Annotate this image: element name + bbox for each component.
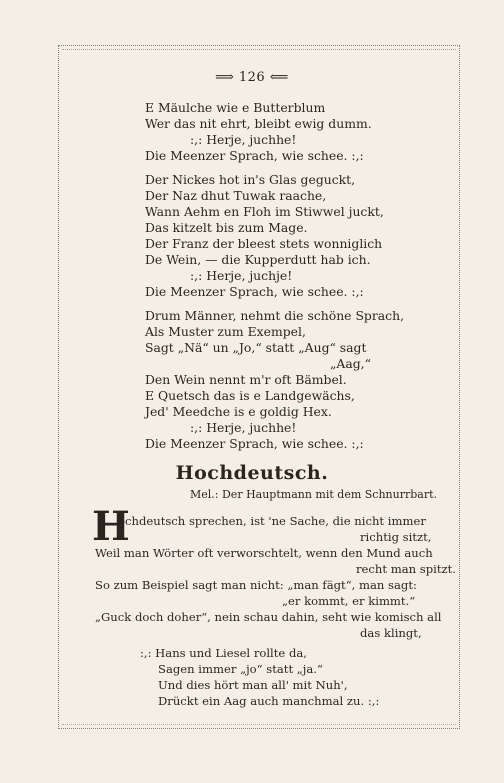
poem2-line-3-cont: „er kommt, er kimmt.“ bbox=[282, 594, 416, 608]
page-number: ⟹ 126 ⟸ bbox=[215, 70, 289, 85]
melody-note: Mel.: Der Hauptmann mit dem Schnurrbart. bbox=[190, 488, 438, 501]
poem2-line-4-cont: das klingt, bbox=[360, 626, 422, 640]
stanza1-line-1: E Mäulche wie e Butterblum bbox=[145, 100, 326, 115]
poem2-line-6: Sagen immer „jo“ statt „ja.“ bbox=[158, 662, 323, 676]
poem-title: Hochdeutsch. bbox=[175, 462, 329, 484]
stanza1-refrain: :,: Herje, juchhe! bbox=[190, 132, 297, 147]
poem2-line-1: ochdeutsch sprechen, ist 'ne Sache, die nicht immer bbox=[118, 514, 426, 528]
stanza3-line-3: Sagt „Nä“ un „Jo,“ statt „Aug“ sagt bbox=[145, 340, 367, 355]
stanza3-line-3-cont: „Aag,“ bbox=[330, 356, 371, 371]
stanza3-line-2: Als Muster zum Exempel, bbox=[145, 324, 306, 339]
poem2-line-1-cont: richtig sitzt, bbox=[360, 530, 432, 544]
stanza2-line-8: Die Meenzer Sprach, wie schee. :,: bbox=[145, 284, 364, 299]
stanza2-line-6: De Wein, — die Kupperdutt hab ich. bbox=[145, 252, 371, 267]
poem2-line-8: Drückt ein Aag auch manchmal zu. :,: bbox=[158, 694, 380, 708]
stanza3-line-4: Den Wein nennt m'r oft Bämbel. bbox=[145, 372, 347, 387]
poem2-line-2: Weil man Wörter oft verworschtelt, wenn den Mund auch bbox=[95, 546, 433, 560]
stanza2-line-2: Der Naz dhut Tuwak raache, bbox=[145, 188, 327, 203]
poem2-line-5: :,: Hans und Liesel rollte da, bbox=[140, 646, 307, 660]
stanza1-line-4: Die Meenzer Sprach, wie schee. :,: bbox=[145, 148, 364, 163]
drop-cap: H bbox=[92, 503, 130, 550]
stanza3-line-6: Jed' Meedche is e goldig Hex. bbox=[145, 404, 332, 419]
poem2-line-7: Und dies hört man all' mit Nuh', bbox=[158, 678, 348, 692]
stanza3-line-1: Drum Männer, nehmt die schöne Sprach, bbox=[145, 308, 405, 323]
stanza2-refrain: :,: Herje, juchje! bbox=[190, 268, 293, 283]
stanza2-line-4: Das kitzelt bis zum Mage. bbox=[145, 220, 308, 235]
poem2-line-3: So zum Beispiel sagt man nicht: „man fägt“, man sagt: bbox=[95, 578, 417, 592]
stanza2-line-3: Wann Aehm en Floh im Stiwwel juckt, bbox=[145, 204, 384, 219]
stanza3-line-5: E Quetsch das is e Landgewächs, bbox=[145, 388, 355, 403]
stanza3-line-8: Die Meenzer Sprach, wie schee. :,: bbox=[145, 436, 364, 451]
stanza1-line-2: Wer das nit ehrt, bleibt ewig dumm. bbox=[145, 116, 372, 131]
poem2-line-2-cont: recht man spitzt. bbox=[356, 562, 456, 576]
stanza2-line-1: Der Nickes hot in's Glas geguckt, bbox=[145, 172, 356, 187]
poem2-line-4: „Guck doch doher“, nein schau dahin, seht wie komisch all bbox=[95, 610, 442, 624]
stanza2-line-5: Der Franz der bleest stets wonniglich bbox=[145, 236, 383, 251]
stanza3-refrain: :,: Herje, juchhe! bbox=[190, 420, 297, 435]
